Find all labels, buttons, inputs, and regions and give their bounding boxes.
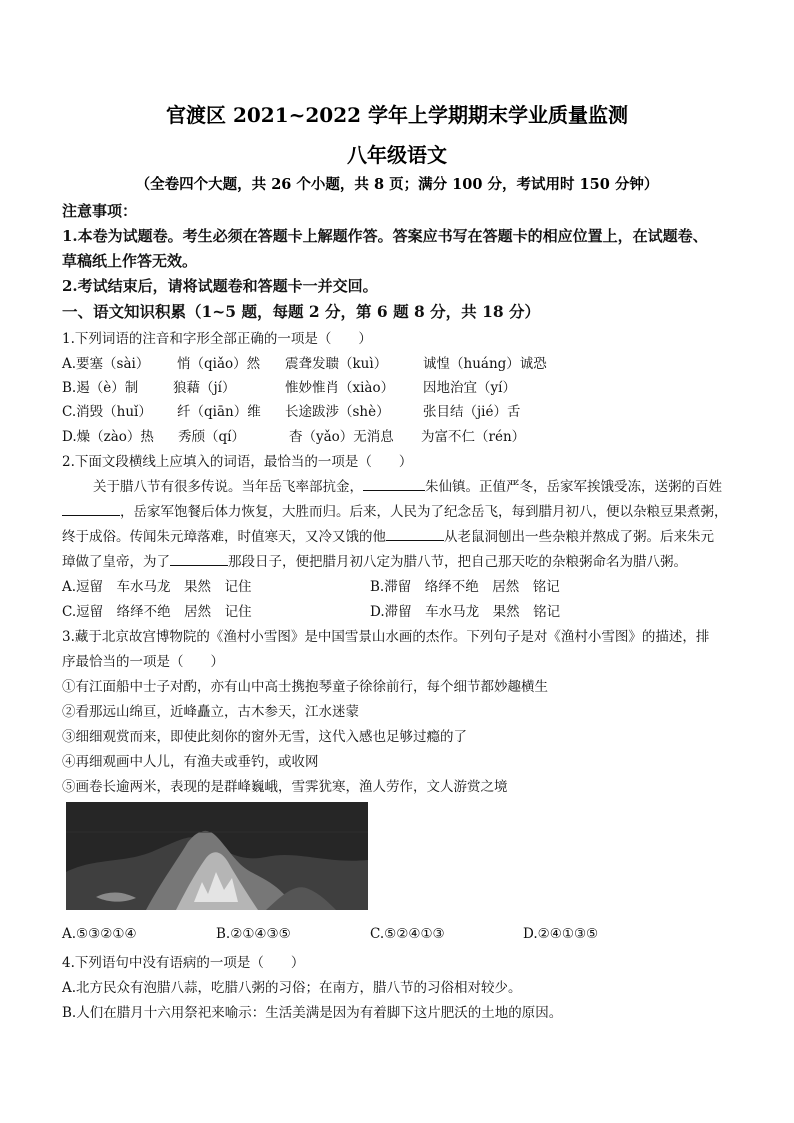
- q2-text: 从老鼠洞刨出一些杂粮并熬成了粥。后来朱元: [444, 529, 714, 545]
- q2-passage-line-2: [62, 500, 728, 520]
- q2-passage-line-3: [62, 525, 714, 545]
- note-1-line-1: 1.本卷为试题卷。考生必须在答题卡上解题作答。答案应书写在答题卡的相应位置上，在试题卷、: [62, 227, 708, 245]
- q3-item-1: ①有江面船中士子对酌，亦有山中高士携抱琴童子徐徐前行，每个细节都妙趣横生: [62, 679, 548, 695]
- q1-a-1: A.要塞（sài）: [62, 356, 150, 372]
- q2-option-d: D.滞留 车水马龙 果然 铭记: [370, 604, 561, 620]
- q1-c-3: 长途跋涉（shè）: [285, 404, 390, 420]
- notes-heading: 注意事项：: [62, 202, 138, 220]
- q2-text: 朱仙镇。正值严冬，岳家军挨饿受冻，送粥的百姓: [425, 479, 722, 495]
- q2-option-a: A.逗留 车水马龙 果然 记住: [62, 579, 252, 595]
- q2-text: 终于成俗。传闻朱元璋落难，时值寒天，又冷又饿的他: [62, 529, 386, 545]
- q3-item-5: ⑤画卷长逾两米，表现的是群峰巍峨，雪霁犹寒，渔人劳作，文人游赏之境: [62, 779, 508, 795]
- q3-option-a: A.⑤③②①④: [62, 926, 137, 942]
- q3-stem-line-2: 序最恰当的一项是（ ）: [62, 654, 224, 670]
- q2-blank-2: [62, 501, 120, 516]
- q1-d-3: 杳（yǎo）无消息: [289, 429, 394, 445]
- note-2: 2.考试结束后，请将试题卷和答题卡一并交回。: [62, 277, 378, 295]
- q1-d-2: 秀颀（qí）: [178, 429, 245, 445]
- q2-blank-1: [363, 476, 425, 491]
- q1-a-4: 诚惶（huáng）诚恐: [423, 356, 547, 372]
- snowy-fishing-village-painting: [66, 802, 368, 910]
- q3-stem-line-1: 3.藏于北京故宫博物院的《渔村小雪图》是中国雪景山水画的杰作。下列句子是对《渔村小雪图》的描述，排: [62, 629, 710, 645]
- q2-text: ，岳家军饱餐后体力恢复，大胜而归。后来，人民为了纪念岳飞，每到腊月初八，便以杂粮豆果煮粥，: [120, 504, 728, 520]
- q1-d-1: D.燥（zào）热: [62, 429, 154, 445]
- q1-c-1: C.消毁（huǐ）: [62, 404, 152, 420]
- q3-item-4: ④再细观画中人儿，有渔夫或垂钓，或收网: [62, 754, 319, 770]
- q2-option-b: B.滞留 络绎不绝 居然 铭记: [370, 579, 560, 595]
- q2-option-c: C.逗留 络绎不绝 居然 记住: [62, 604, 252, 620]
- exam-meta: （全卷四个大题，共 26 个小题，共 8 页；满分 100 分，考试用时 150 分钟）: [135, 176, 659, 193]
- q1-a-3: 震聋发聩（kuì）: [285, 356, 388, 372]
- q1-b-1: B.遏（è）制: [62, 380, 139, 396]
- q2-stem: 2.下面文段横线上应填入的词语，最恰当的一项是（ ）: [62, 454, 413, 470]
- section-1-heading: 一、语文知识积累（1~5 题，每题 2 分，第 6 题 8 分，共 18 分）: [62, 302, 541, 321]
- q2-text: 璋做了皇帝，为了: [62, 554, 170, 570]
- q3-item-2: ②看那远山绵亘，近峰矗立，古木参天，江水迷蒙: [62, 704, 359, 720]
- q3-option-c: C.⑤②④①③: [370, 926, 445, 942]
- q2-text: 关于腊八节有很多传说。当年岳飞率部抗金，: [93, 479, 363, 495]
- q4-stem: 4.下列语句中没有语病的一项是（ ）: [62, 955, 305, 971]
- q1-c-2: 纤（qiān）维: [177, 404, 261, 420]
- q2-blank-3: [386, 526, 444, 541]
- q4-option-a: A.北方民众有泡腊八蒜，吃腊八粥的习俗；在南方，腊八节的习俗相对较少。: [62, 980, 522, 996]
- q3-option-d: D.②④①③⑤: [523, 926, 599, 942]
- q3-option-b: B.②①④③⑤: [216, 926, 291, 942]
- exam-subtitle: 八年级语文: [347, 143, 447, 167]
- q1-b-2: 狼藉（jí）: [173, 380, 236, 396]
- q2-passage-line-1: [93, 475, 722, 495]
- q1-b-4: 因地治宜（yí）: [423, 380, 516, 396]
- q1-d-4: 为富不仁（rén）: [421, 429, 526, 445]
- note-1-line-2: 草稿纸上作答无效。: [62, 252, 198, 270]
- q4-option-b: B.人们在腊月十六用祭祀来喻示：生活美满是因为有着脚下这片肥沃的土地的原因。: [62, 1005, 563, 1021]
- q3-item-3: ③细细观赏而来，即使此刻你的窗外无雪，这代入感也足够过瘾的了: [62, 729, 467, 745]
- q1-b-3: 惟妙惟肖（xiào）: [285, 380, 395, 396]
- q1-c-4: 张目结（jié）舌: [423, 404, 521, 420]
- q2-text: 那段日子，便把腊月初八定为腊八节，把自己那天吃的杂粮粥命名为腊八粥。: [228, 554, 687, 570]
- q2-blank-4: [170, 551, 228, 566]
- q1-stem: 1.下列词语的注音和字形全部正确的一项是（ ）: [62, 331, 372, 347]
- exam-title: 官渡区 2021~2022 学年上学期期末学业质量监测: [165, 103, 628, 127]
- painting-illustration: [66, 802, 368, 910]
- q2-passage-line-4: [62, 550, 687, 570]
- q1-a-2: 悄（qiǎo）然: [177, 356, 261, 372]
